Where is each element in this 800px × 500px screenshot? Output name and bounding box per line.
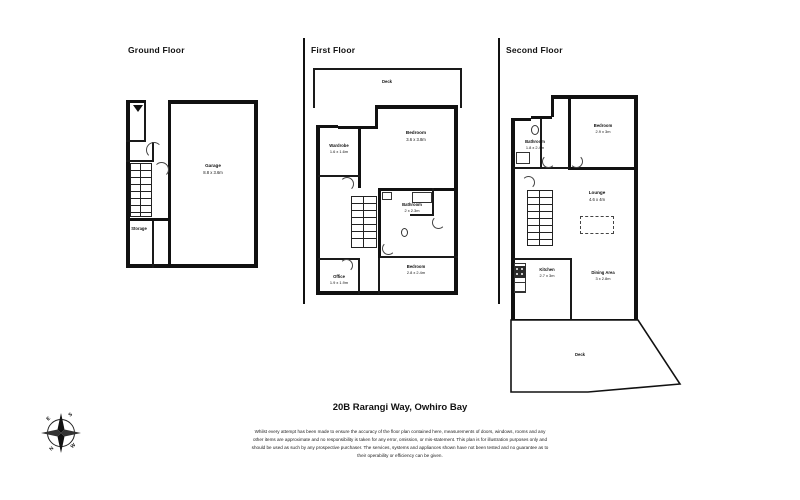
stair-step xyxy=(351,224,377,225)
room-label-bathroom-first xyxy=(391,202,433,214)
room-dimensions: 2.8 x 2.4m xyxy=(406,270,426,276)
room-name: Bathroom xyxy=(402,202,422,207)
first-wall-right xyxy=(454,105,458,295)
room-name: Lounge xyxy=(588,190,606,195)
room-name: Storage xyxy=(131,226,147,231)
first-wall-top xyxy=(376,105,458,109)
room-dimensions: 3 x 2.8m xyxy=(595,276,611,282)
entry-arrow-icon xyxy=(133,105,143,112)
room-name: Deck xyxy=(381,79,392,84)
stair-step xyxy=(527,218,553,219)
stair-step xyxy=(351,210,377,211)
first-deck-wall-left xyxy=(313,68,315,108)
floor-title-second: Second Floor xyxy=(506,45,563,55)
ground-hall-wall-b xyxy=(144,103,146,142)
room-dimensions: 2 x 2.3m xyxy=(404,208,420,214)
toilet-icon xyxy=(531,125,539,135)
room-label-garage xyxy=(182,163,244,176)
stair-direction-line xyxy=(539,190,540,246)
second-wall-top-left xyxy=(511,118,531,121)
floor-title-first: First Floor xyxy=(311,45,356,55)
first-wall-top-left-step xyxy=(316,125,338,128)
first-staircase xyxy=(351,196,377,248)
stair-step xyxy=(130,198,152,199)
first-partition-bath-bottom xyxy=(380,256,458,258)
room-label-bedroom2-first xyxy=(394,264,438,276)
first-partition-wardrobe-bottom xyxy=(318,175,360,177)
room-name: Bedroom xyxy=(405,130,427,135)
ground-staircase xyxy=(130,163,152,217)
stair-step xyxy=(527,239,553,240)
compass-rose xyxy=(38,410,84,456)
first-wall-step-horizontal xyxy=(338,126,376,129)
floor-title-ground: Ground Floor xyxy=(128,45,185,55)
hob-burner-icon xyxy=(516,273,518,275)
stair-step xyxy=(351,217,377,218)
first-deck-area xyxy=(313,68,461,108)
first-partition-bedroom2-left xyxy=(378,258,380,294)
room-label-wardrobe xyxy=(320,143,358,155)
room-label-office xyxy=(321,274,357,286)
stair-step xyxy=(130,191,152,192)
room-label-storage xyxy=(122,226,156,232)
storage-wall-top xyxy=(126,218,171,221)
first-partition-office-top xyxy=(318,258,360,260)
room-dimensions: 1.6 x 1.6m xyxy=(329,149,349,155)
room-dimensions: 3.6 x 3.8m xyxy=(406,136,426,142)
ground-wall-right xyxy=(254,100,258,268)
ground-internal-wall-vertical xyxy=(168,100,171,268)
divider-first-second xyxy=(498,38,500,304)
room-label-bathroom-second xyxy=(514,139,556,151)
ground-door-arc-a xyxy=(146,142,162,158)
ground-wall-top-left xyxy=(126,100,146,103)
room-name: Bedroom xyxy=(593,123,613,128)
second-partition-kitchen-top xyxy=(513,258,571,260)
room-name: Garage xyxy=(205,163,221,168)
room-label-deck-second xyxy=(560,352,600,358)
room-name: Bathroom xyxy=(525,139,545,144)
first-partition-office-right xyxy=(358,258,360,294)
stair-step xyxy=(130,170,152,171)
compass-label-south: S xyxy=(67,411,74,419)
first-door-arc-d xyxy=(432,216,445,229)
room-dimensions: 2.9 x 3m xyxy=(595,129,611,135)
second-partition-dining-left xyxy=(570,258,572,320)
second-wall-step-v xyxy=(551,95,554,117)
stair-step xyxy=(351,231,377,232)
stair-step xyxy=(527,204,553,205)
first-door-arc-b xyxy=(382,242,395,255)
room-label-bedroom-first xyxy=(384,130,448,143)
stair-direction-line xyxy=(363,196,364,248)
stair-step xyxy=(130,177,152,178)
hob-burner-icon xyxy=(516,268,518,270)
kitchen-sink-icon xyxy=(514,282,526,292)
first-partition-bath-left xyxy=(378,188,381,258)
first-partition-bedroom-bottom xyxy=(378,188,458,191)
stair-step xyxy=(527,225,553,226)
stair-step xyxy=(130,205,152,206)
first-wall-bottom xyxy=(316,291,458,295)
first-door-arc-c xyxy=(340,259,353,272)
first-partition-hall-b xyxy=(410,214,434,216)
vanity-icon xyxy=(382,192,392,200)
room-dimensions: 4.6 x 4m xyxy=(588,196,606,202)
room-name: Bedroom xyxy=(406,264,426,269)
stair-step xyxy=(527,211,553,212)
second-door-arc-b xyxy=(570,155,583,168)
first-deck-wall-top xyxy=(313,68,461,70)
toilet-icon xyxy=(401,228,408,237)
stair-step xyxy=(130,184,152,185)
stair-step xyxy=(527,197,553,198)
second-door-arc-a xyxy=(542,155,555,168)
stair-step xyxy=(351,238,377,239)
stair-step xyxy=(130,212,152,213)
first-partition-wardrobe-right xyxy=(358,128,361,188)
compass-label-north: N xyxy=(48,445,56,453)
room-name: Dining Area xyxy=(591,270,615,275)
room-label-lounge xyxy=(572,190,622,203)
ground-hall-wall-a xyxy=(126,140,146,142)
second-door-arc-c xyxy=(522,176,535,189)
room-label-bedroom-second xyxy=(578,123,628,135)
hob-burner-icon xyxy=(521,268,523,270)
ground-hall-wall-c xyxy=(126,160,154,162)
stair-step xyxy=(351,203,377,204)
room-dimensions: 8.8 x 3.6m xyxy=(203,169,223,175)
lounge-furniture-outline xyxy=(580,216,614,234)
second-partition-bath-bottom xyxy=(513,167,569,169)
compass-label-west: W xyxy=(69,442,78,450)
stair-direction-line xyxy=(140,163,141,217)
stair-step xyxy=(527,232,553,233)
page-title: 20B Rarangi Way, Owhiro Bay xyxy=(332,402,468,413)
divider-ground-first xyxy=(303,38,305,304)
first-door-arc-a xyxy=(340,177,354,191)
room-dimensions: 2.7 x 3m xyxy=(539,273,555,279)
disclaimer-text: Whilst every attempt has been made to ensure the accuracy of the floor plan contained here, measurements of doors, windows, rooms and any other items are approximate and no responsibility is taken for any error, omission, or mis-statement. This plan is for illustration purposes only and should be used as such by any prospective purchaser. The services, systems and appliances shown have not been tested and no guarantee as to their operability or efficiency can be given. xyxy=(251,429,549,459)
ground-wall-bottom xyxy=(126,264,258,268)
room-dimensions: 1.8 x 2.4m xyxy=(525,145,545,151)
room-dimensions: 1.9 x 1.9m xyxy=(329,280,349,286)
room-label-deck-first xyxy=(360,79,414,85)
shower-icon xyxy=(516,152,530,164)
ground-door-arc-b xyxy=(154,162,169,177)
hob-burner-icon xyxy=(521,273,523,275)
second-wall-right xyxy=(634,95,638,323)
room-name: Wardrobe xyxy=(329,143,349,148)
room-label-kitchen xyxy=(527,267,567,279)
room-name: Kitchen xyxy=(539,267,555,272)
room-name: Deck xyxy=(574,352,585,357)
compass-label-east: E xyxy=(45,415,52,423)
ground-wall-top-right xyxy=(170,100,258,104)
second-wall-top xyxy=(552,95,638,99)
room-name: Office xyxy=(333,274,345,279)
first-deck-wall-right xyxy=(460,68,462,108)
room-label-dining xyxy=(580,270,626,282)
